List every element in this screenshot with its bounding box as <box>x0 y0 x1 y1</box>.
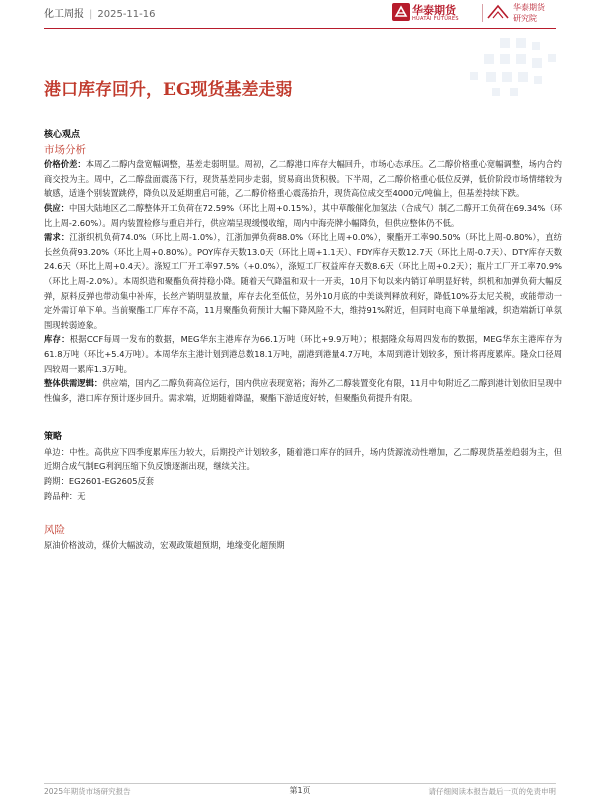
logo-cn-name: 华泰期货 <box>412 4 456 17</box>
watermark-decoration <box>430 32 570 102</box>
cross-variety-text: 无 <box>77 490 86 501</box>
report-title: 港口库存回升，EG现货基差走弱 <box>44 80 293 100</box>
risk-heading: 风险 <box>44 524 65 537</box>
strategy-heading: 策略 <box>44 432 63 443</box>
single-side-text: 中性。高供应下四季度累库压力较大，后期投产计划较多，随着港口库存的回升，场内货源流动性增加，乙二醇现货基差趋弱为主，但近期合成气制EG利润压缩下负反馈逐渐出现，继续关注。 <box>44 446 562 472</box>
demand-paragraph <box>44 230 562 332</box>
cross-variety-label: 跨品种： <box>44 490 78 501</box>
single-side-label: 单边： <box>44 446 70 457</box>
research-logo-line1: 华泰期货 <box>513 3 545 12</box>
section-spacer <box>44 503 562 523</box>
supply-demand-logic-text: 供应端，国内乙二醇负荷高位运行，国内供应表现宽裕；海外乙二醇装置变化有限，11月中旬附近乙二醇到港计划依旧呈现中性偏多，港口库存预计逐步回升。需求端，近期随着降温，聚酯下游适度好转，但聚酯负荷提升有限。 <box>44 378 562 403</box>
price-spread-paragraph <box>44 157 562 201</box>
price-spread-text: 本周乙二醇内盘宽幅调整，基差走弱明显。周初，乙二醇港口库存大幅回升，市场心态承压。乙二醇价格重心宽幅调整，场内合约商交投为主。周中，乙二醇盘面震荡下行，现货基差同步走弱，贸易商出货积极。下半周，乙二醇价格重心低位反弹，低价阶段市场情绪较为敏感，适逢个别装置跳停，降负以及延期重启可能，乙二醇价格重心震荡抬升，现货高位成交至4000元/吨偏上，但基差持续下跌。 <box>44 159 562 199</box>
huatai-logo-icon <box>392 3 410 21</box>
supply-demand-logic-label: 整体供需逻辑： <box>44 378 103 389</box>
risk-text: 原油价格波动，煤价大幅波动，宏观政策超预期，地缘变化超预期 <box>44 539 285 550</box>
inventory-paragraph <box>44 332 562 376</box>
supply-text: 中国大陆地区乙二醇整体开工负荷在72.59%（环比上周+0.15%），其中草酸催化加氢法（合成气）制乙二醇开工负荷在69.34%（环比上周-2.60%）。周内装置检修与重启并行，供应端呈现缓慢收缩，周内中海壳牌小幅降负，但供应整体仍不低。 <box>44 202 562 228</box>
calendar-spread-paragraph <box>44 474 562 489</box>
page-header <box>0 0 600 30</box>
market-analysis-heading: 市场分析 <box>44 143 86 156</box>
calendar-spread-label: 跨期： <box>44 476 69 487</box>
research-institute-logo <box>487 2 557 26</box>
supply-paragraph <box>44 201 562 230</box>
single-side-paragraph <box>44 445 562 474</box>
demand-label: 需求： <box>44 232 70 243</box>
calendar-spread-text: EG2601-EG2605反套 <box>68 476 155 487</box>
demand-text: 江浙织机负荷74.0%（环比上周-1.0%），江浙加弹负荷88.0%（环比上周+0.0%），聚酯开工率90.50%（环比上周-0.80%），直纺长丝负荷93.20%（环比上周+0.80%）。POY库存天数13.0天（环比上周+1.1天）、FDY库存天数12.7天（环比上周-0.7天）、DTY库存天数24.6天（环比上周+0.4天）。涤短工厂开工率97.5%（+0.0%），涤短工厂权益库存天数8.6天（环比上周+0.2天）；瓶片工厂开工率70.9%（环比上周-2.0%）。本周织造和聚酯负荷持稳小降。随着天气降温和双十一开卖，10月下旬以来内销订单明显好转，织机和加弹负荷大幅反弹，原料反弹也带动集中补库，长丝产销明显放量，库存去化至低位，另外10月底的中美谈判释放利好，降低10%芬太尼关税，或能带动一定外需订单下单。当前聚酯工厂库存不高，11月聚酯负荷预计大幅下降风险不大，维持91%附近，但同时电商下单量缩减，织造端新订单氛围现转弱迹象。 <box>44 232 562 330</box>
header-rule <box>44 28 556 29</box>
page-number: 第1页 <box>289 786 311 795</box>
report-date: 2025-11-16 <box>97 9 156 20</box>
research-logo-line2: 研究院 <box>513 14 537 23</box>
footer-report-name: 2025年期货市场研究报告 <box>44 787 131 796</box>
footer-rule <box>44 783 556 784</box>
logo-en-name: HUATAI FUTURES <box>412 16 459 22</box>
logo-divider <box>482 4 483 22</box>
supply-label: 供应： <box>44 202 70 213</box>
report-tag <box>44 5 156 20</box>
core-view-label: 核心观点 <box>44 130 81 140</box>
research-logo-icon <box>487 4 509 20</box>
cross-variety-paragraph <box>44 489 562 504</box>
footer-disclaimer-note: 请仔细阅读本报告最后一页的免责申明 <box>428 787 556 796</box>
report-body <box>44 128 562 552</box>
price-spread-label: 价格价差： <box>44 159 86 170</box>
inventory-text: 根据CCF每周一发布的数据，MEG华东主港库存为66.1万吨（环比+9.9万吨）；根据隆众每周四发布的数据，MEG华东主港库存为61.8万吨（环比+5.4万吨）。本周华东主港计划到港总数18.1万吨，副港到港量4.7万吨，本周到港计划较多，预计将再度累库。隆众口径周四较周一累库1.3万吨。 <box>44 334 562 374</box>
section-spacer <box>44 405 562 430</box>
huatai-futures-logo <box>392 2 480 26</box>
supply-demand-logic-paragraph <box>44 376 562 405</box>
inventory-label: 库存： <box>44 334 70 345</box>
report-type: 化工周报 <box>44 9 84 20</box>
header-separator: | <box>89 9 93 20</box>
